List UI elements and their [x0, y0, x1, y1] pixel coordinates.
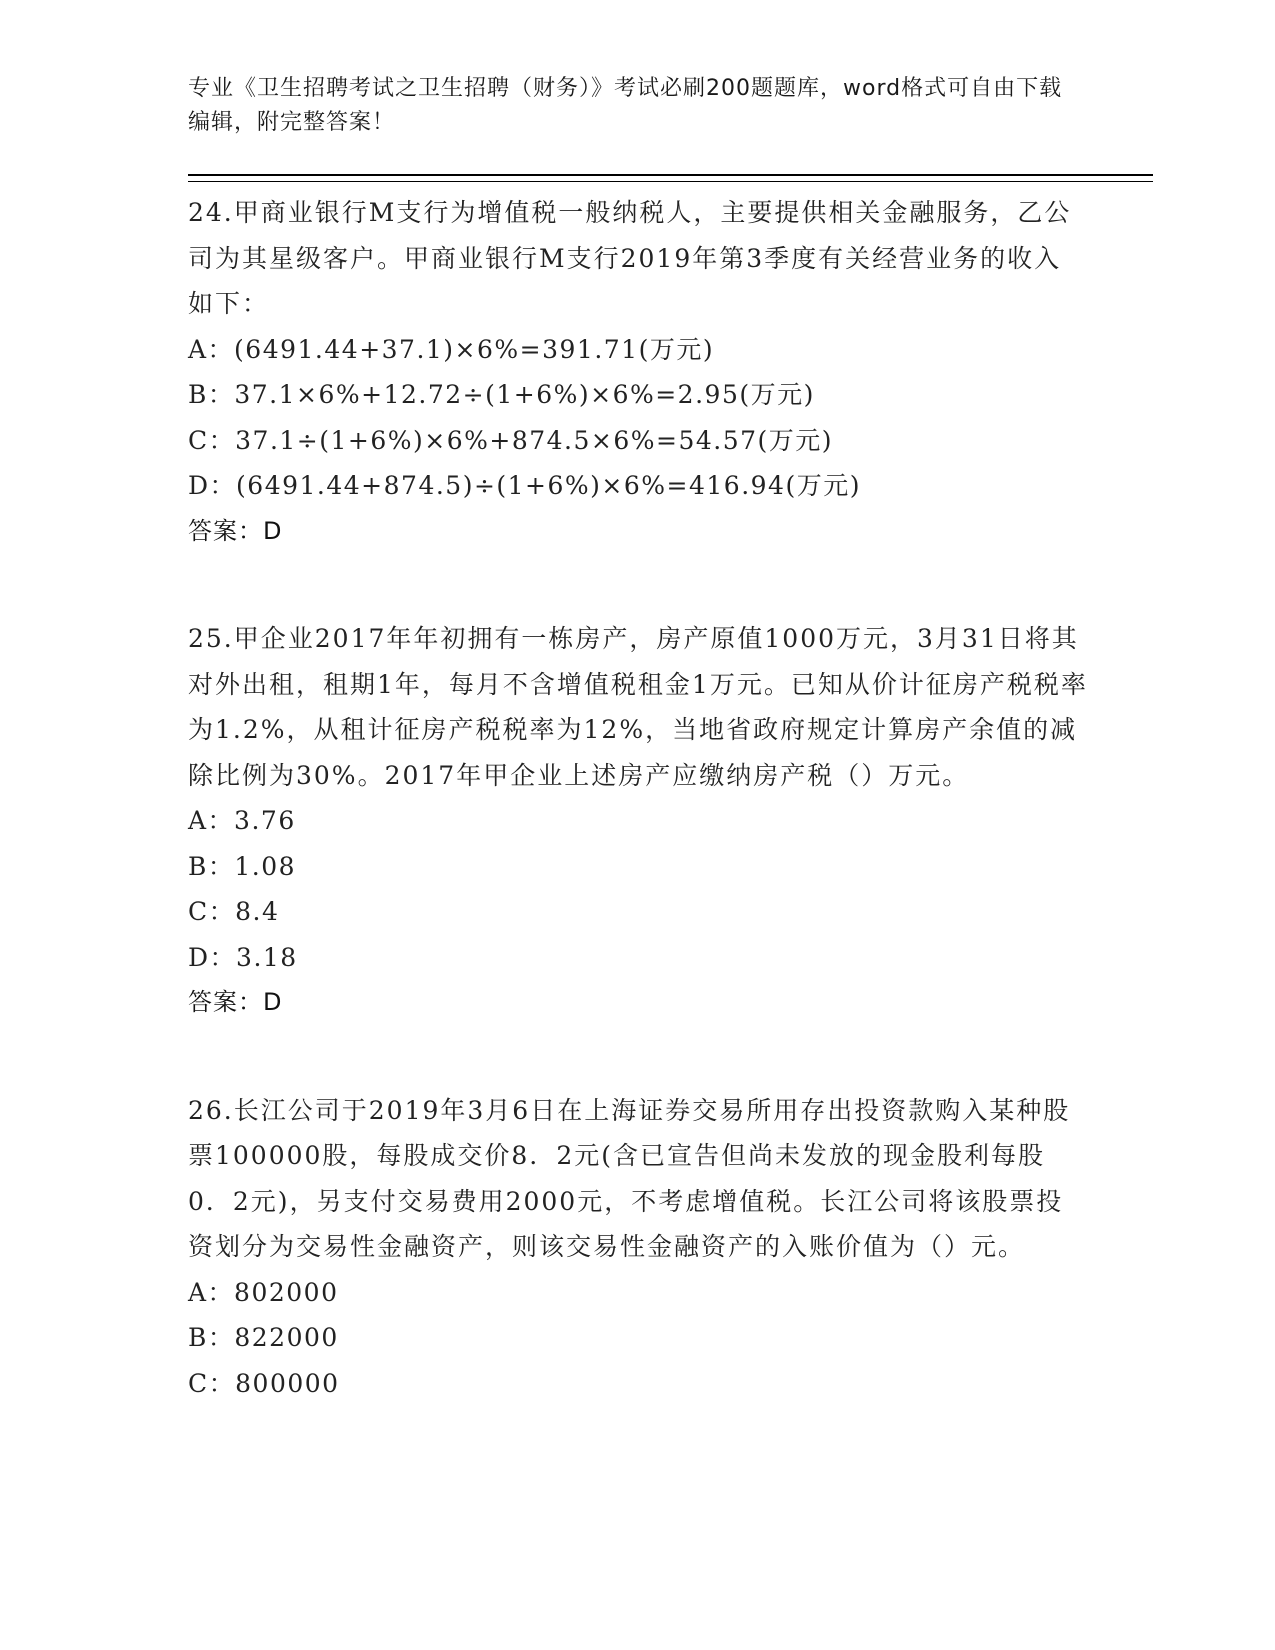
question-stem: 24.甲商业银行M支行为增值税一般纳税人，主要提供相关金融服务，乙公司为其星级客户。甲商业银行M支行2019年第3季度有关经营业务的收入如下： [188, 198, 1072, 318]
header-divider-thin [188, 181, 1153, 182]
question-spacer [188, 554, 1088, 616]
option-d: D：3.18 [188, 942, 298, 972]
answer-line: 答案：D [188, 516, 283, 545]
option-d: D：(6491.44+874.5)÷(1+6%)×6%=416.94(万元) [188, 471, 861, 500]
question-stem: 25.甲企业2017年年初拥有一栋房产，房产原值1000万元，3月31日将其对外出租，租期1年，每月不含增值税租金1万元。已知从价计征房产税税率为1.2%，从租计征房产税税率为12%，当地省政府规定计算房产余值的减除比例为30%。2017年甲企业上述房产应缴纳房产税（）万元。 [188, 624, 1088, 790]
header-divider-thick [188, 174, 1153, 176]
question-25 [188, 616, 1088, 1026]
option-c: C：37.1÷(1+6%)×6%+874.5×6%=54.57(万元) [188, 425, 834, 455]
option-a: A：3.76 [188, 806, 296, 835]
option-b: B：1.08 [188, 851, 297, 881]
question-24 [188, 190, 1088, 554]
option-c: C：800000 [188, 1368, 340, 1398]
option-b: B：37.1×6%+12.72÷(1+6%)×6%=2.95(万元) [188, 380, 815, 409]
option-c: C：8.4 [188, 897, 280, 926]
option-a: A：(6491.44+37.1)×6%=391.71(万元) [188, 334, 715, 364]
question-26 [188, 1088, 1088, 1407]
question-spacer [188, 1026, 1088, 1088]
option-b: B：822000 [188, 1323, 339, 1352]
question-list [188, 190, 1088, 1406]
document-header: 专业《卫生招聘考试之卫生招聘（财务）》考试必刷200题题库，word格式可自由下载编辑，附完整答案！ [188, 76, 1063, 135]
option-a: A：802000 [188, 1277, 339, 1307]
question-stem: 26.长江公司于2019年3月6日在上海证券交易所用存出投资款购入某种股票100000股，每股成交价8．2元(含已宣告但尚未发放的现金股利每股0．2元)，另支付交易费用2000元，不考虑增值税。长江公司将该股票投资划分为交易性金融资产，则该交易性金融资产的入账价值为（）元。 [188, 1095, 1071, 1261]
answer-line: 答案：D [188, 988, 283, 1016]
